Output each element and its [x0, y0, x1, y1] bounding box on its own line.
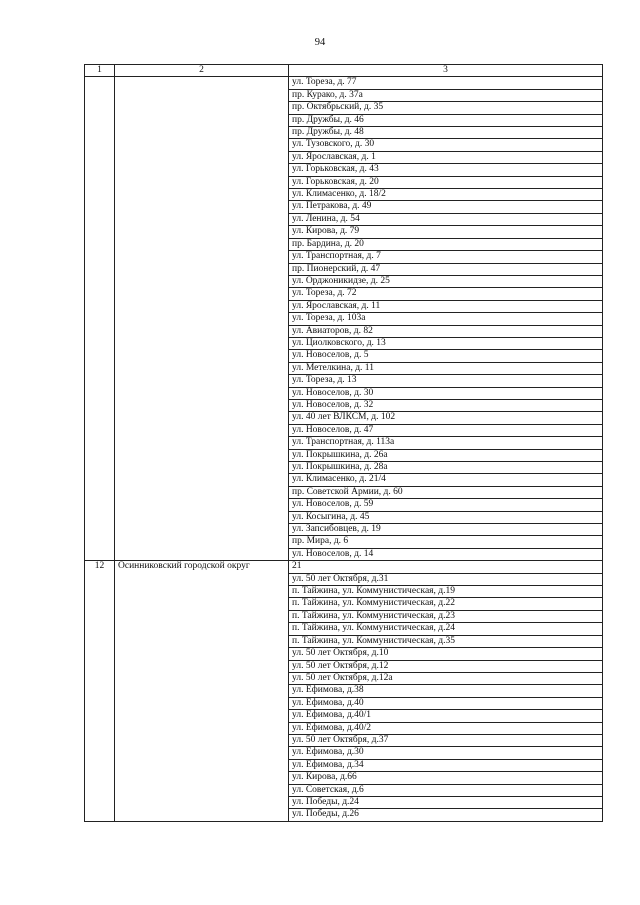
address-cell: ул. Ленина, д. 54 — [289, 213, 603, 225]
address-cell: ул. Кирова, д. 79 — [289, 226, 603, 238]
address-cell: ул. Ефимова, д.40/1 — [289, 710, 603, 722]
address-cell: ул. Тореза, д. 72 — [289, 288, 603, 300]
address-cell: ул. Ярославская, д. 11 — [289, 300, 603, 312]
address-cell: ул. Новоселов, д. 47 — [289, 424, 603, 436]
address-cell: ул. Косыгина, д. 45 — [289, 511, 603, 523]
column-header-number: 1 — [85, 65, 115, 77]
address-cell: ул. Победы, д.26 — [289, 809, 603, 821]
address-cell: п. Тайжина, ул. Коммунистическая, д.24 — [289, 623, 603, 635]
address-cell: п. Тайжина, ул. Коммунистическая, д.35 — [289, 635, 603, 647]
column-header-district: 2 — [115, 65, 289, 77]
address-cell: ул. Ярославская, д. 1 — [289, 151, 603, 163]
address-cell: ул. Ефимова, д.40 — [289, 697, 603, 709]
address-cell: ул. Новоселов, д. 59 — [289, 499, 603, 511]
address-cell: ул. Новоселов, д. 30 — [289, 387, 603, 399]
address-cell: ул. Петракова, д. 49 — [289, 201, 603, 213]
address-cell: пр. Октябрьский, д. 35 — [289, 102, 603, 114]
address-cell: ул. Горьковская, д. 20 — [289, 176, 603, 188]
address-cell: ул. 50 лет Октября, д.37 — [289, 734, 603, 746]
address-cell: ул. Советская, д.6 — [289, 784, 603, 796]
address-cell: ул. Авиаторов, д. 82 — [289, 325, 603, 337]
address-cell: ул. Тореза, д. 77 — [289, 77, 603, 89]
address-cell: пр. Дружбы, д. 48 — [289, 127, 603, 139]
address-cell: 21 — [289, 561, 603, 573]
address-cell: пр. Пионерский, д. 47 — [289, 263, 603, 275]
address-cell: ул. Ефимова, д.34 — [289, 759, 603, 771]
address-cell: п. Тайжина, ул. Коммунистическая, д.22 — [289, 598, 603, 610]
address-cell: ул. Победы, д.24 — [289, 796, 603, 808]
address-cell: ул. Покрышкина, д. 26а — [289, 449, 603, 461]
address-cell: ул. Покрышкина, д. 28а — [289, 462, 603, 474]
address-cell: ул. Циолковского, д. 13 — [289, 337, 603, 349]
header-row — [85, 65, 603, 77]
address-cell: ул. Климасенко, д. 21/4 — [289, 474, 603, 486]
address-cell: ул. 50 лет Октября, д.12 — [289, 660, 603, 672]
row-number-cell — [85, 77, 115, 561]
address-cell: пр. Советской Армии, д. 60 — [289, 486, 603, 498]
address-cell: ул. Ефимова, д.38 — [289, 685, 603, 697]
address-cell: ул. Новоселов, д. 14 — [289, 548, 603, 560]
address-cell: п. Тайжина, ул. Коммунистическая, д.23 — [289, 610, 603, 622]
address-cell: ул. Запсибовцев, д. 19 — [289, 524, 603, 536]
address-cell: ул. Климасенко, д. 18/2 — [289, 189, 603, 201]
address-cell: пр. Курако, д. 37а — [289, 89, 603, 101]
address-cell: ул. Новоселов, д. 32 — [289, 399, 603, 411]
table-row — [85, 77, 603, 89]
address-cell: ул. Транспортная, д. 7 — [289, 251, 603, 263]
table-row — [85, 561, 603, 573]
address-cell: ул. 50 лет Октября, д.12а — [289, 672, 603, 684]
district-cell — [115, 77, 289, 561]
address-cell: ул. Горьковская, д. 43 — [289, 164, 603, 176]
row-number-cell: 12 — [85, 561, 115, 822]
address-cell: пр. Бардина, д. 20 — [289, 238, 603, 250]
address-cell: ул. Метелкина, д. 11 — [289, 362, 603, 374]
district-cell: Осинниковский городской округ — [115, 561, 289, 822]
table-body — [85, 77, 603, 821]
column-header-address: 3 — [289, 65, 603, 77]
address-cell: п. Тайжина, ул. Коммунистическая, д.19 — [289, 586, 603, 598]
address-cell: ул. Ефимова, д.40/2 — [289, 722, 603, 734]
address-cell: пр. Дружбы, д. 46 — [289, 114, 603, 126]
address-cell: ул. 40 лет ВЛКСМ, д. 102 — [289, 412, 603, 424]
address-cell: ул. 50 лет Октября, д.31 — [289, 573, 603, 585]
address-cell: ул. Тореза, д. 103а — [289, 313, 603, 325]
address-cell: ул. Тузовского, д. 30 — [289, 139, 603, 151]
address-cell: ул. Ефимова, д.30 — [289, 747, 603, 759]
address-cell: ул. 50 лет Октября, д.10 — [289, 648, 603, 660]
address-cell: пр. Мира, д. 6 — [289, 536, 603, 548]
address-table — [84, 64, 603, 822]
address-cell: ул. Орджоникидзе, д. 25 — [289, 275, 603, 287]
address-cell: ул. Транспортная, д. 113а — [289, 437, 603, 449]
address-cell: ул. Тореза, д. 13 — [289, 375, 603, 387]
page-number: 94 — [314, 37, 326, 48]
address-cell: ул. Новоселов, д. 5 — [289, 350, 603, 362]
address-cell: ул. Кирова, д.66 — [289, 772, 603, 784]
